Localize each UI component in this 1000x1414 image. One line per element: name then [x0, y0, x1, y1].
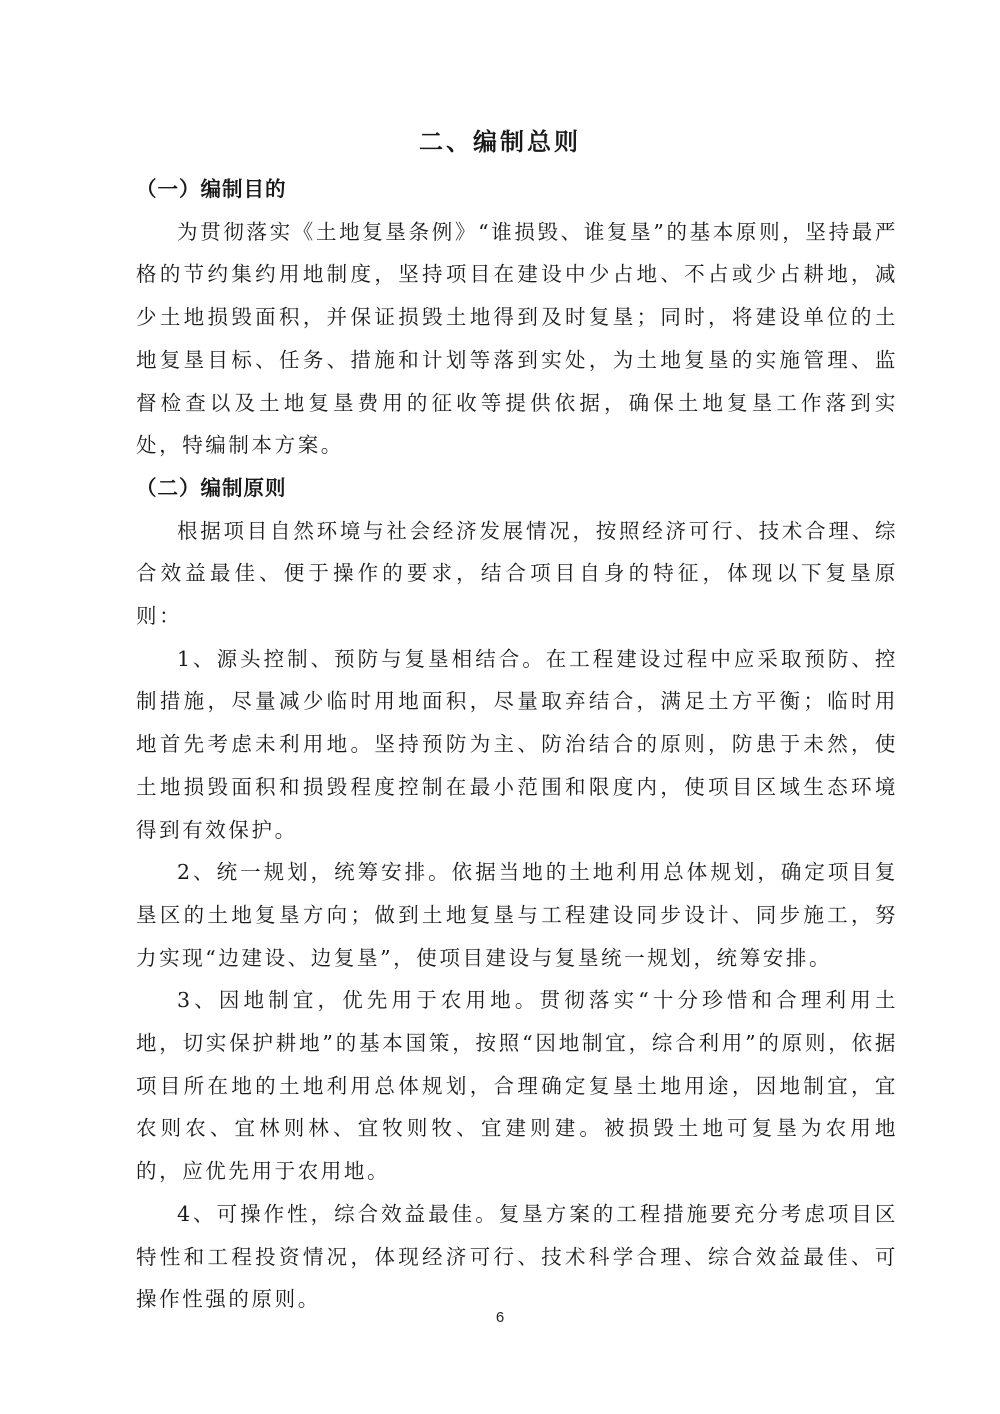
section-heading: （一）编制目的 [136, 177, 287, 201]
paragraph: 1、源头控制、预防与复垦相结合。在工程建设过程中应采取预防、控制措施，尽量减少临时用地面积，尽量取弃结合，满足土方平衡；临时用地首先考虑未利用地。坚持预防为主、防治结合的原则，防患于未然，使土地损毁面积和损毁程度控制在最小范围和限度内，使项目区域生态环境得到有效保护。 [136, 646, 898, 842]
paragraph: 4、可操作性，综合效益最佳。复垦方案的工程措施要充分考虑项目区特性和工程投资情况，体现经济可行、技术科学合理、综合效益最佳、可操作性强的原则。 [136, 1201, 898, 1312]
paragraph: 根据项目自然环境与社会经济发展情况，按照经济可行、技术合理、综合效益最佳、便于操作的要求，结合项目自身的特征，体现以下复垦原则： [136, 518, 898, 629]
section-purpose [136, 168, 898, 467]
document-body [136, 168, 898, 1321]
page-number: 6 [495, 1309, 505, 1326]
section-principles [136, 467, 898, 1321]
paragraph: 3、因地制宜，优先用于农用地。贯彻落实“十分珍惜和合理利用土地，切实保护耕地”的基本国策，按照“因地制宜，综合利用”的原则，依据项目所在地的土地利用总体规划，合理确定复垦土地用途，因地制宜，宜农则农、宜林则林、宜牧则牧、宜建则建。被损毁土地可复垦为农用地的，应优先用于农用地。 [136, 988, 898, 1184]
section-heading: （二）编制原则 [136, 475, 287, 500]
paragraph: 为贯彻落实《土地复垦条例》“谁损毁、谁复垦”的基本原则，坚持最严格的节约集约用地制度，坚持项目在建设中少占地、不占或少占耕地，减少土地损毁面积，并保证损毁土地得到及时复垦；同时，将建设单位的土地复垦目标、任务、措施和计划等落到实处，为土地复垦的实施管理、监督检查以及土地复垦费用的征收等提供依据，确保土地复垦工作落到实处，特编制本方案。 [136, 219, 898, 458]
page-title: 二、编制总则 [419, 127, 581, 156]
paragraph: 2、统一规划，统筹安排。依据当地的土地利用总体规划，确定项目复垦区的土地复垦方向；做到土地复垦与工程建设同步设计、同步施工，努力实现“边建设、边复垦”，使项目建设与复垦统一规划，统筹安排。 [136, 860, 898, 970]
